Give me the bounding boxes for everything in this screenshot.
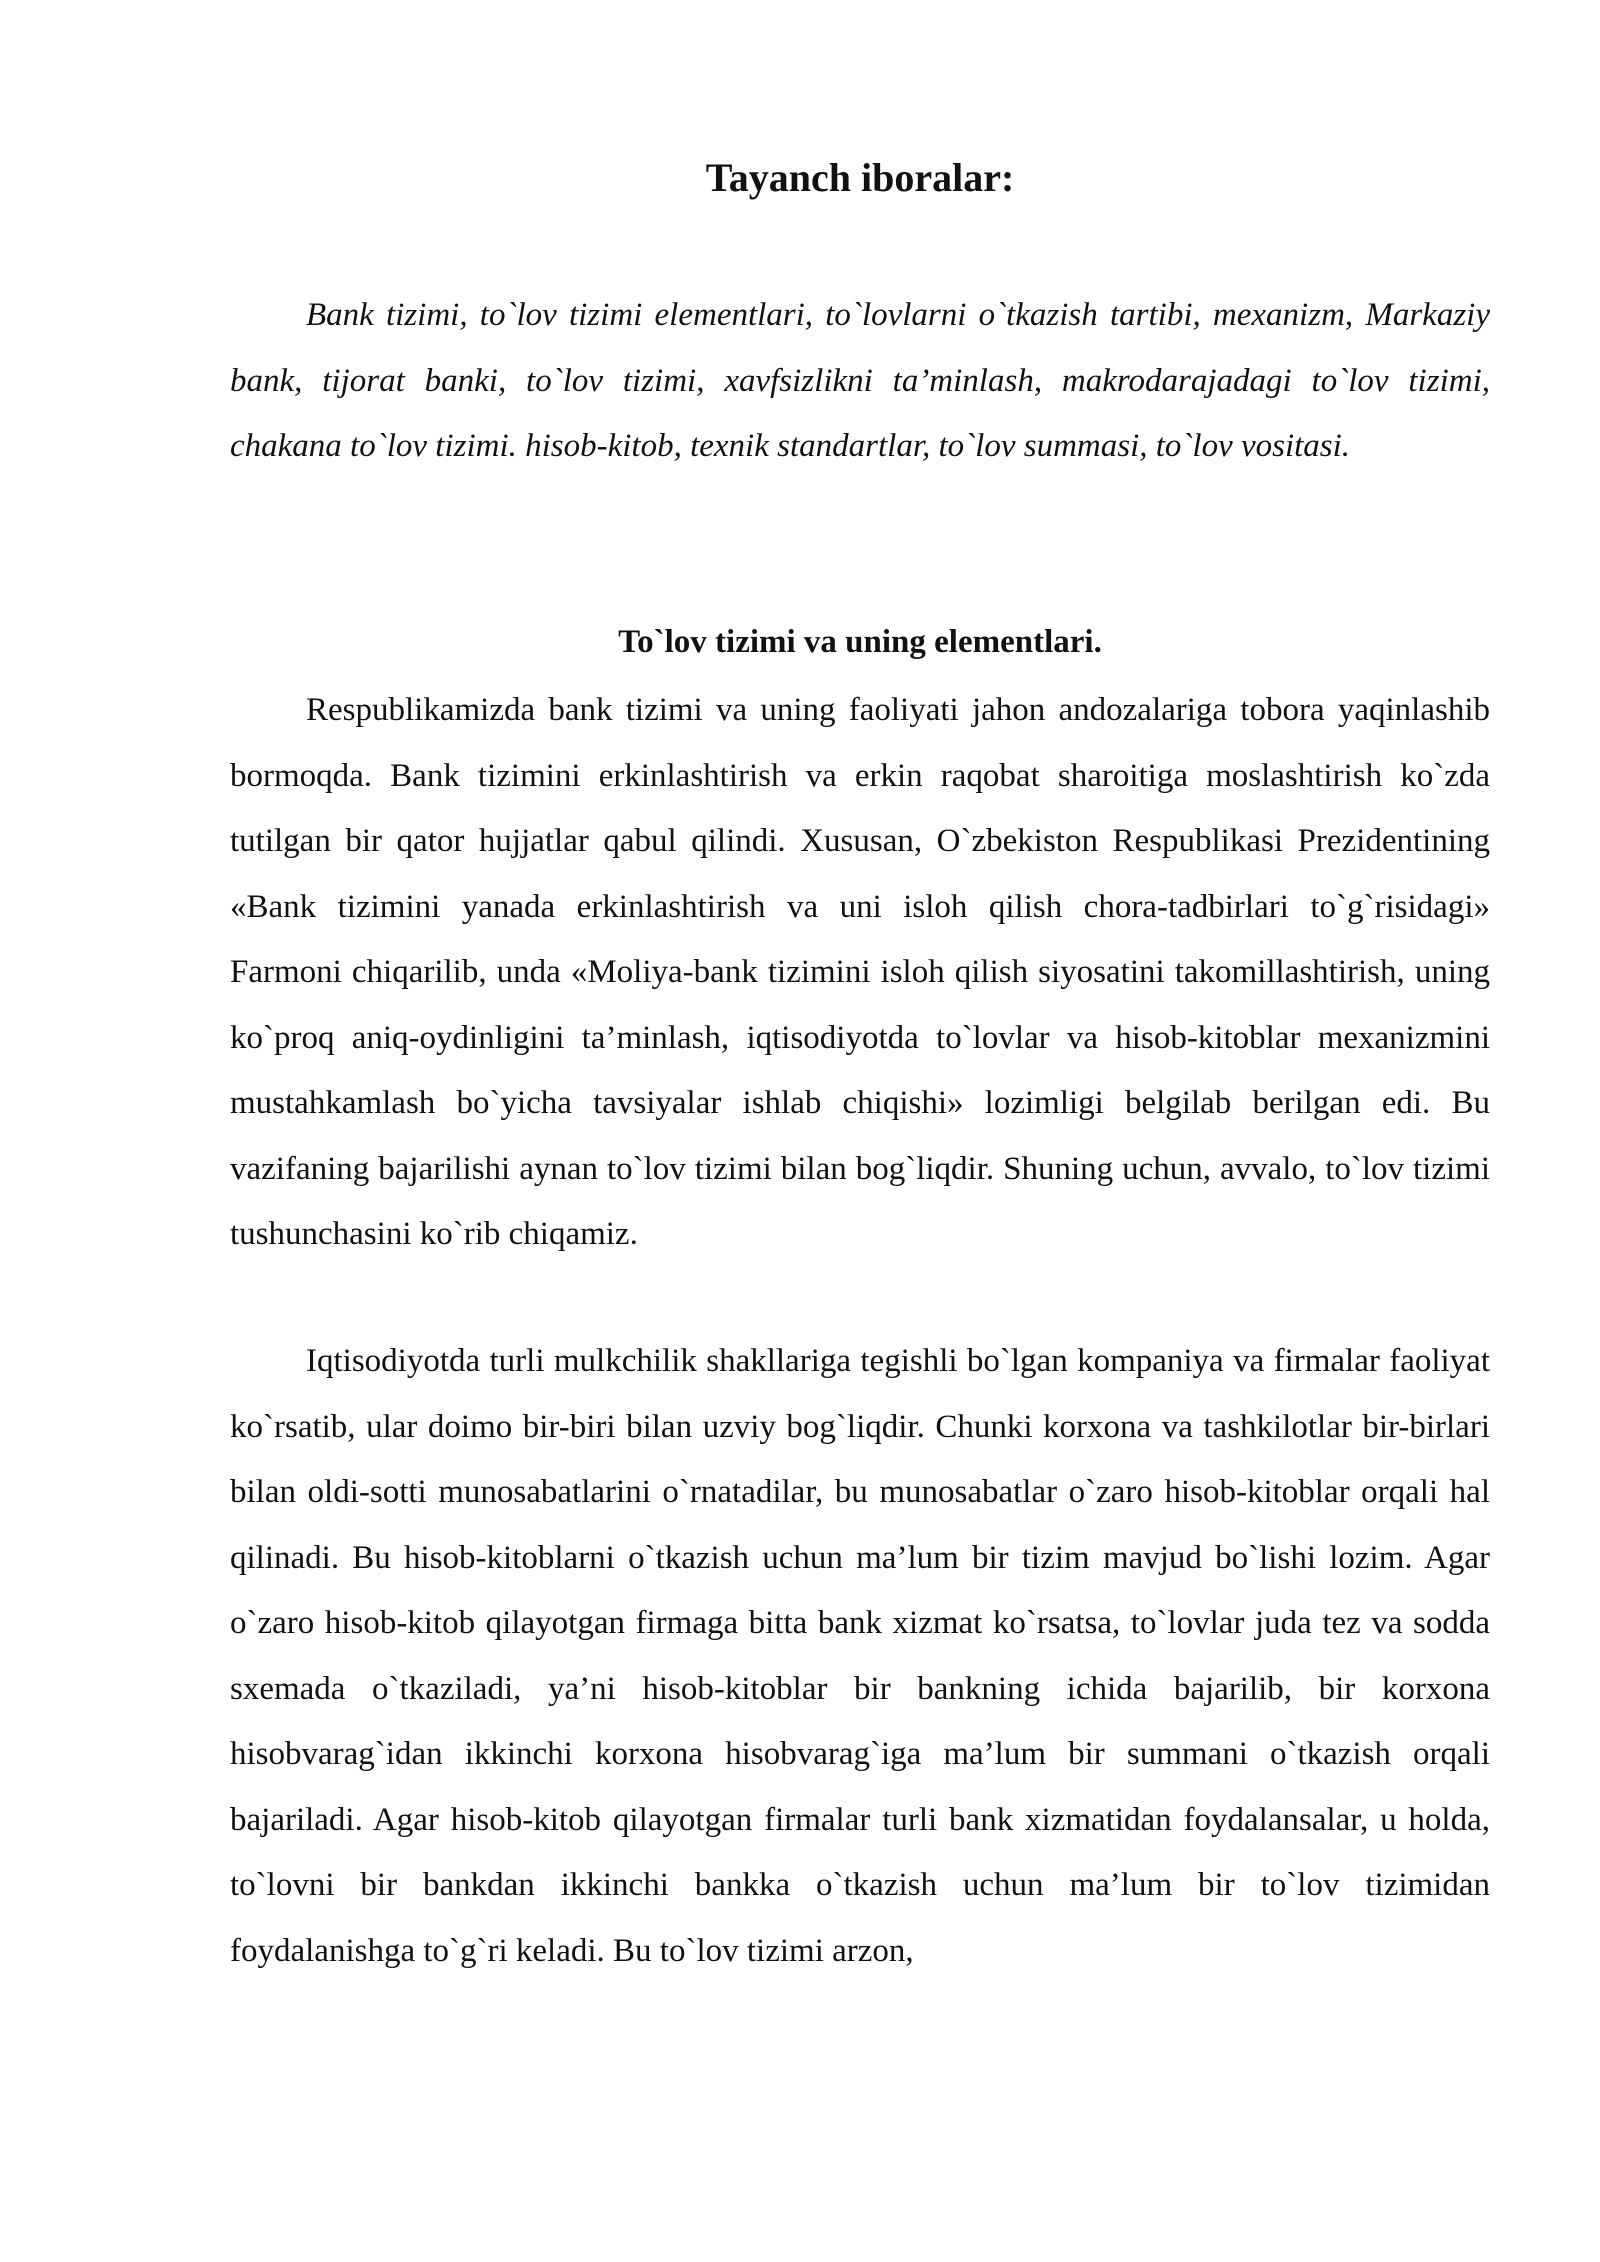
page-title: Tayanch iboralar: — [705, 155, 1015, 200]
section-title: To`lov tizimi va uning elementlari. — [618, 624, 1102, 660]
body-paragraph-2: Iqtisodiyotda turli mulkchilik shakllariga tegishli bo`lgan kompaniya va firmalar faoliyat ko`rsatib, ular doimo bir-biri bilan uzviy bog`liqdir. Chunki korxona va tashkilotlar bir-birlari bilan oldi-sotti munosabatlarini o`rnatadilar, bu munosabatlar o`zaro hisob-kitoblar orqali hal qilinadi. Bu hisob-kitoblarni o`tkazish uchun ma’lum bir tizim mavjud bo`lishi lozim. Agar o`zaro hisob-kitob qilayotgan firmaga bitta bank xizmat ko`rsatsa, to`lovlar juda tez va sodda sxemada o`tkaziladi, ya’ni hisob-kitoblar bir bankning ichida bajarilib, bir korxona hisobvarag`idan ikkinchi korxona hisobvarag`iga ma’lum bir summani o`tkazish orqali bajariladi. Agar hisob-kitob qilayotgan firmalar turli bank xizmatidan foydalansalar, u holda, to`lovni bir bankdan ikkinchi bankka o`tkazish uchun ma’lum bir to`lov tizimidan foydalanishga to`g`ri keladi. Bu to`lov tizimi arzon, — [230, 1343, 1490, 1969]
body-paragraph-1: Respublikamizda bank tizimi va uning faoliyati jahon andozalariga tobora yaqinlashib bormoqda. Bank tizimini erkinlashtirish va erkin raqobat sharoitiga moslashtirish ko`zda tutilgan bir qator hujjatlar qabul qilindi. Xususan, O`zbekiston Respublikasi Prezidentining «Bank tizimini yanada erkinlashtirish va uni isloh qilish chora-tadbirlari to`g`risidagi» Farmoni chiqarilib, unda «Moliya-bank tizimini isloh qilish siyosatini takomillashtirish, uning ko`proq aniq-oydinligini ta’minlash, iqtisodiyotda to`lovlar va hisob-kitoblar mexanizmini mustahkamlash bo`yicha tavsiyalar ishlab chiqishi» lozimligi belgilab berilgan edi. Bu vazifaning bajarilishi aynan to`lov tizimi bilan bog`liqdir. Shuning uchun, avvalo, to`lov tizimi tushunchasini ko`rib chiqamiz. — [230, 692, 1490, 1252]
keywords-paragraph: Bank tizimi, to`lov tizimi elementlari, to`lovlarni o`tkazish tartibi, mexanizm, Markaziy bank, tijorat banki, to`lov tizimi, xavfsizlikni ta’minlash, makrodarajadagi to`lov tizimi, chakana to`lov tizimi. hisob-kitob, texnik standartlar, to`lov summasi, to`lov vositasi. — [230, 297, 1490, 464]
